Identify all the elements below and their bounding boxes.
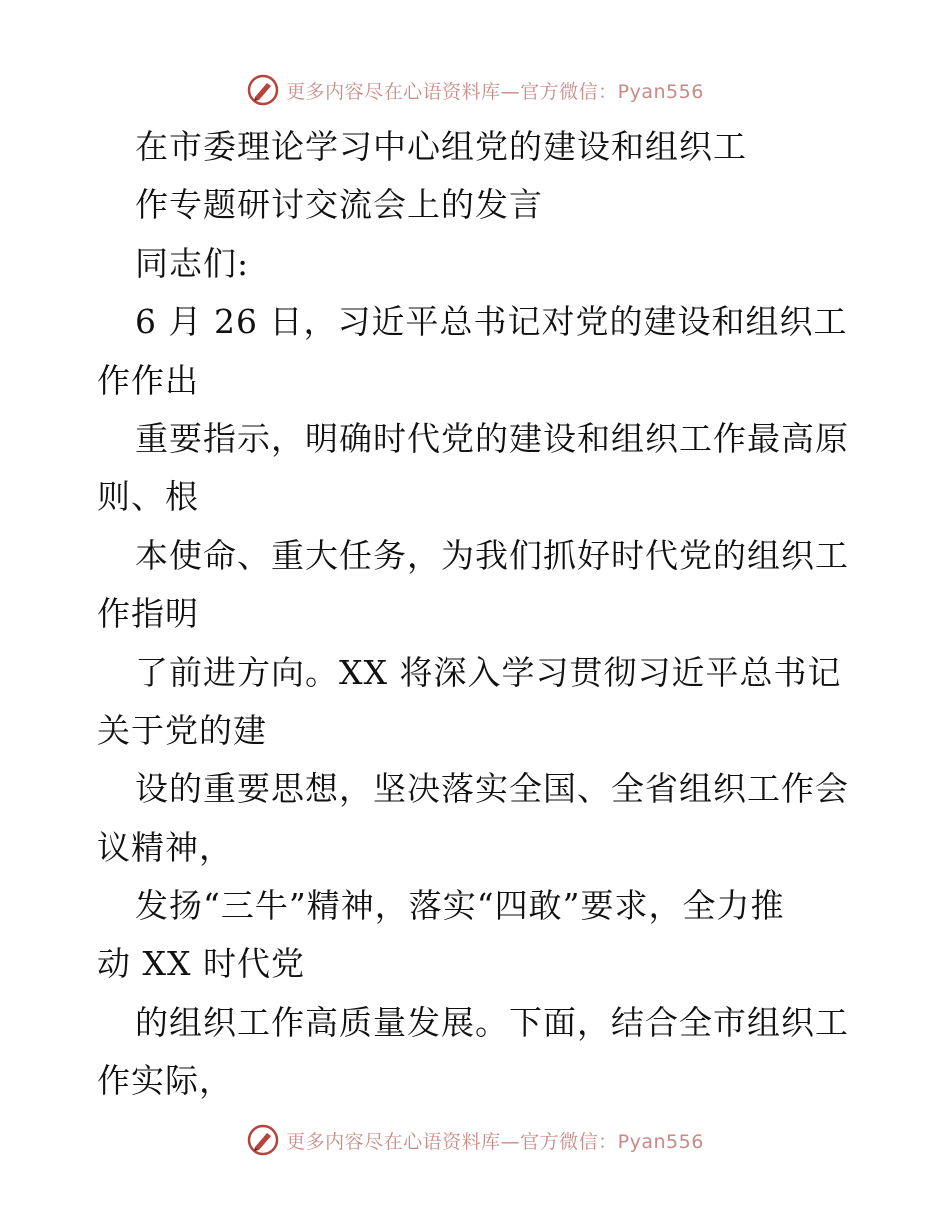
paragraph-line: 本使命、重大任务，为我们抓好时代党的组织工 (135, 535, 849, 575)
paragraph-line: 重要指示，明确时代党的建设和组织工作最高原 (135, 418, 849, 458)
document-body (97, 118, 857, 1111)
header-watermark-text: 更多内容尽在心语资料库—官方微信：Pyan556 (286, 80, 704, 103)
paragraph-line: 的组织工作高质量发展。下面，结合全市组织工 (135, 1002, 849, 1042)
paragraph-line: 作作出 (97, 360, 199, 400)
paragraph-line: 作指明 (97, 594, 199, 634)
paragraph-line: 发扬“三牛”精神，落实“四敢”要求，全力推 (135, 886, 785, 926)
salutation: 同志们: (135, 243, 250, 283)
header-watermark-banner (0, 70, 950, 110)
paragraph-line: 了前进方向。XX 将深入学习贯彻习近平总书记 (135, 652, 842, 692)
paragraph-line: 6 月 26 日，习近平总书记对党的建设和组织工 (135, 302, 848, 342)
paragraph-line: 动 XX 时代党 (97, 944, 305, 984)
pen-logo-icon (246, 1123, 280, 1157)
paragraph-line: 则、根 (97, 477, 199, 517)
title-line-2: 作专题研讨交流会上的发言 (135, 185, 543, 225)
footer-watermark-text: 更多内容尽在心语资料库—官方微信：Pyan556 (286, 1130, 704, 1153)
footer-watermark-banner (0, 1120, 950, 1160)
title-line-1: 在市委理论学习中心组党的建设和组织工 (135, 127, 747, 166)
paragraph-line: 关于党的建 (97, 710, 267, 750)
paragraph-line: 议精神， (97, 827, 233, 867)
paragraph-line: 作实际， (97, 1061, 233, 1101)
pen-logo-icon (246, 73, 280, 107)
paragraph-line: 设的重要思想，坚决落实全国、全省组织工作会 (135, 769, 849, 809)
